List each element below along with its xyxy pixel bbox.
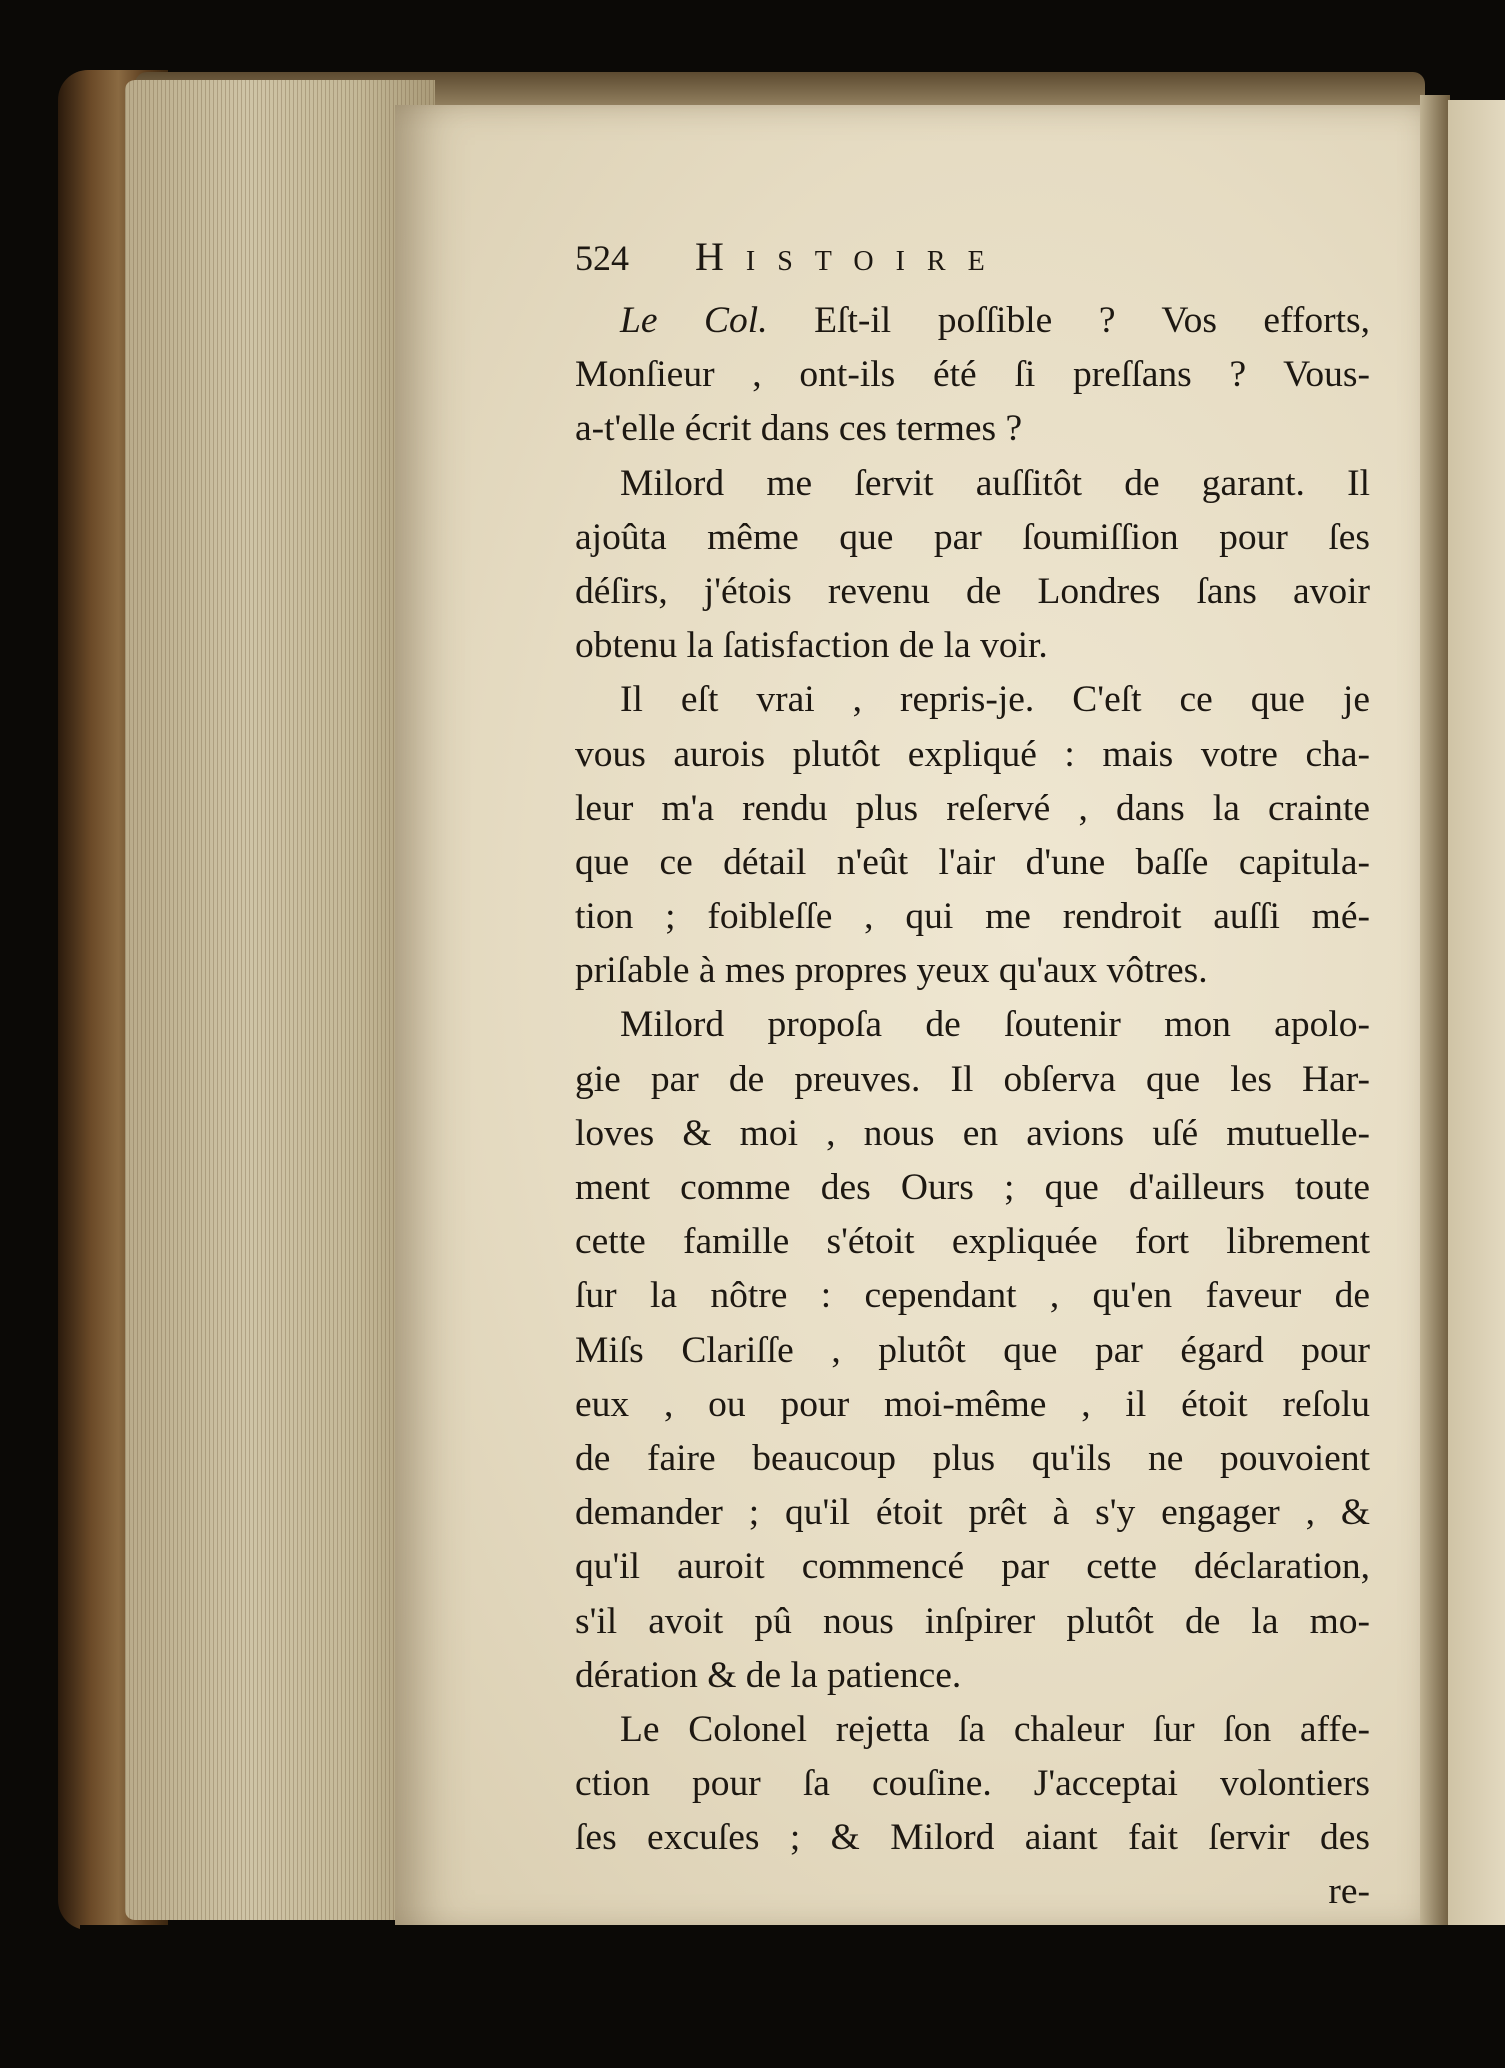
text-line: ſur la nôtre : cependant , qu'en faveur de — [575, 1275, 1370, 1317]
text-line: leur m'a rendu plus reſervé , dans la crainte — [575, 787, 1370, 829]
running-title: Histoire — [695, 234, 1007, 279]
text-line: Il eſt vrai , repris-je. C'eſt ce que je — [620, 679, 1370, 721]
gutter — [1420, 95, 1450, 1930]
text-line: déſirs, j'étois revenu de Londres ſans avoir — [575, 570, 1370, 612]
speaker-label: Le Col. — [620, 300, 768, 341]
text-line: Milord propoſa de ſoutenir mon apolo- — [620, 1004, 1370, 1046]
text-line: Milord me ſervit auſſitôt de garant. Il — [620, 462, 1370, 504]
text-line: de faire beaucoup plus qu'ils ne pouvoient — [575, 1437, 1370, 1479]
page-edges — [125, 80, 435, 1920]
text-line: s'il avoit pû nous inſpirer plutôt de la mo- — [575, 1600, 1370, 1642]
background-shadow — [80, 1925, 1505, 2068]
text-line: Miſs Clariſſe , plutôt que par égard pour — [575, 1329, 1370, 1371]
text-line: demander ; qu'il étoit prêt à s'y engager , & — [575, 1492, 1370, 1534]
text-line: eux , ou pour moi-même , il étoit reſolu — [575, 1383, 1370, 1425]
text-line: ction pour ſa couſine. J'acceptai volontiers — [575, 1763, 1370, 1805]
text-line: tion ; foibleſſe , qui me rendroit auſſi mé- — [575, 896, 1370, 938]
text-line: obtenu la ſatisfaction de la voir. — [575, 625, 1048, 667]
facing-page — [1448, 100, 1505, 1930]
text-line: que ce détail n'eût l'air d'une baſſe capitula- — [575, 841, 1370, 883]
text-line: ajoûta même que par ſoumiſſion pour ſes — [575, 516, 1370, 558]
text-line: Monſieur , ont-ils été ſi preſſans ? Vous- — [575, 354, 1370, 396]
text-line: qu'il auroit commencé par cette déclaration, — [575, 1546, 1370, 1588]
text-line: priſable à mes propres yeux qu'aux vôtres. — [575, 950, 1208, 992]
text-line: gie par de preuves. Il obſerva que les Har- — [575, 1058, 1370, 1100]
text-line: Le Colonel rejetta ſa chaleur ſur ſon affe- — [620, 1708, 1370, 1750]
page-text — [575, 230, 1370, 1920]
text-line: ment comme des Ours ; que d'ailleurs toute — [575, 1167, 1370, 1208]
text-line: Le Col. Eſt-il poſſible ? Vos efforts, — [620, 300, 1371, 341]
page-number: 524 — [575, 238, 629, 278]
text-line: dération & de la patience. — [575, 1654, 962, 1696]
text-line: ſes excuſes ; & Milord aiant fait ſervir des — [575, 1817, 1370, 1859]
text-line: a-t'elle écrit dans ces termes ? — [575, 408, 1023, 450]
text-line: cette famille s'étoit expliquée fort librement — [575, 1221, 1370, 1263]
page-header — [575, 230, 1370, 290]
text-line: loves & moi , nous en avions uſé mutuelle- — [575, 1112, 1370, 1154]
catchword: re- — [1328, 1871, 1370, 1913]
text-line: vous aurois plutôt expliqué : mais votre cha- — [575, 733, 1370, 775]
